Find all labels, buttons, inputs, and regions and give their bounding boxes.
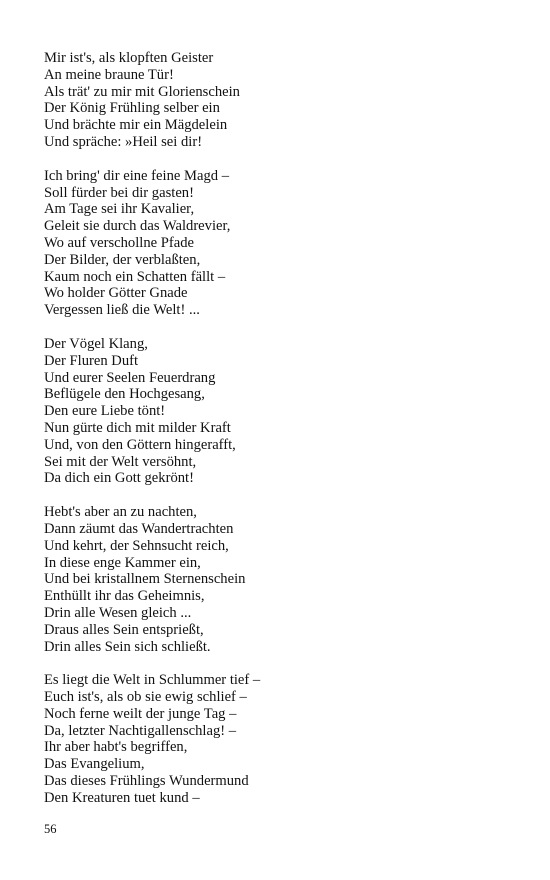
poem-line: Das Evangelium, bbox=[44, 756, 145, 773]
poem-line: Als trät' zu mir mit Glorienschein bbox=[44, 83, 240, 100]
stanza bbox=[44, 672, 524, 806]
poem-line: Dann zäumt das Wandertrachten bbox=[44, 520, 234, 537]
poem-line: Das dieses Frühlings Wundermund bbox=[44, 773, 249, 790]
poem-line: Sei mit der Welt versöhnt, bbox=[44, 453, 197, 470]
poem-line: Der Bilder, der verblaßten, bbox=[44, 251, 201, 268]
stanza bbox=[44, 50, 524, 151]
poem-line: Der König Frühling selber ein bbox=[44, 100, 220, 117]
poem-line: Hebt's aber an zu nachten, bbox=[44, 504, 197, 521]
poem-line: Ihr aber habt's begriffen, bbox=[44, 739, 188, 756]
poem-line: Soll fürder bei dir gasten! bbox=[44, 184, 194, 201]
poem-line: Drin alles Sein sich schließt. bbox=[44, 638, 211, 655]
poem-line: Wo auf verschollne Pfade bbox=[44, 234, 194, 251]
poem-line: An meine braune Tür! bbox=[44, 66, 174, 83]
poem-line: Den eure Liebe tönt! bbox=[44, 403, 166, 420]
poem-line: Enthüllt ihr das Geheimnis, bbox=[44, 588, 205, 605]
poem-line: In diese enge Kammer ein, bbox=[44, 554, 201, 571]
poem-line: Da dich ein Gott gekrönt! bbox=[44, 470, 194, 487]
poem-line: Kaum noch ein Schatten fällt – bbox=[44, 268, 226, 285]
poem-line: Drin alle Wesen gleich ... bbox=[44, 604, 192, 621]
poem-line: Und spräche: »Heil sei dir! bbox=[44, 133, 203, 150]
poem-line: Es liegt die Welt in Schlummer tief – bbox=[44, 672, 261, 689]
poem-line: Und bei kristallnem Sternenschein bbox=[44, 571, 246, 588]
poem-line: Nun gürte dich mit milder Kraft bbox=[44, 419, 231, 436]
poem-line: Den Kreaturen tuet kund – bbox=[44, 789, 200, 806]
poem-line: Ich bring' dir eine feine Magd – bbox=[44, 167, 229, 184]
poem-line: Und kehrt, der Sehnsucht reich, bbox=[44, 537, 229, 554]
stanza bbox=[44, 168, 524, 319]
poem-line: Noch ferne weilt der junge Tag – bbox=[44, 705, 237, 722]
stanza bbox=[44, 336, 524, 487]
poem-line: Beflügele den Hochgesang, bbox=[44, 386, 205, 403]
poem-line: Am Tage sei ihr Kavalier, bbox=[44, 201, 195, 218]
poem-line: Draus alles Sein entsprießt, bbox=[44, 621, 204, 638]
poem-line: Der Fluren Duft bbox=[44, 352, 139, 369]
poem-line: Mir ist's, als klopften Geister bbox=[44, 50, 214, 66]
poem-line: Und brächte mir ein Mägdelein bbox=[44, 117, 228, 134]
poem-line: Geleit sie durch das Waldrevier, bbox=[44, 218, 231, 235]
poem-line: Und, von den Göttern hingerafft, bbox=[44, 436, 236, 453]
poem-text bbox=[44, 50, 524, 824]
poem-line: Wo holder Götter Gnade bbox=[44, 285, 188, 302]
poem-line: Und eurer Seelen Feuerdrang bbox=[44, 369, 216, 386]
stanza bbox=[44, 504, 524, 655]
poem-line: Der Vögel Klang, bbox=[44, 335, 148, 352]
page-number: 56 bbox=[44, 822, 57, 836]
poem-line: Da, letzter Nachtigallenschlag! – bbox=[44, 722, 237, 739]
poem-line: Euch ist's, als ob sie ewig schlief – bbox=[44, 689, 247, 706]
poem-line: Vergessen ließ die Welt! ... bbox=[44, 302, 200, 319]
